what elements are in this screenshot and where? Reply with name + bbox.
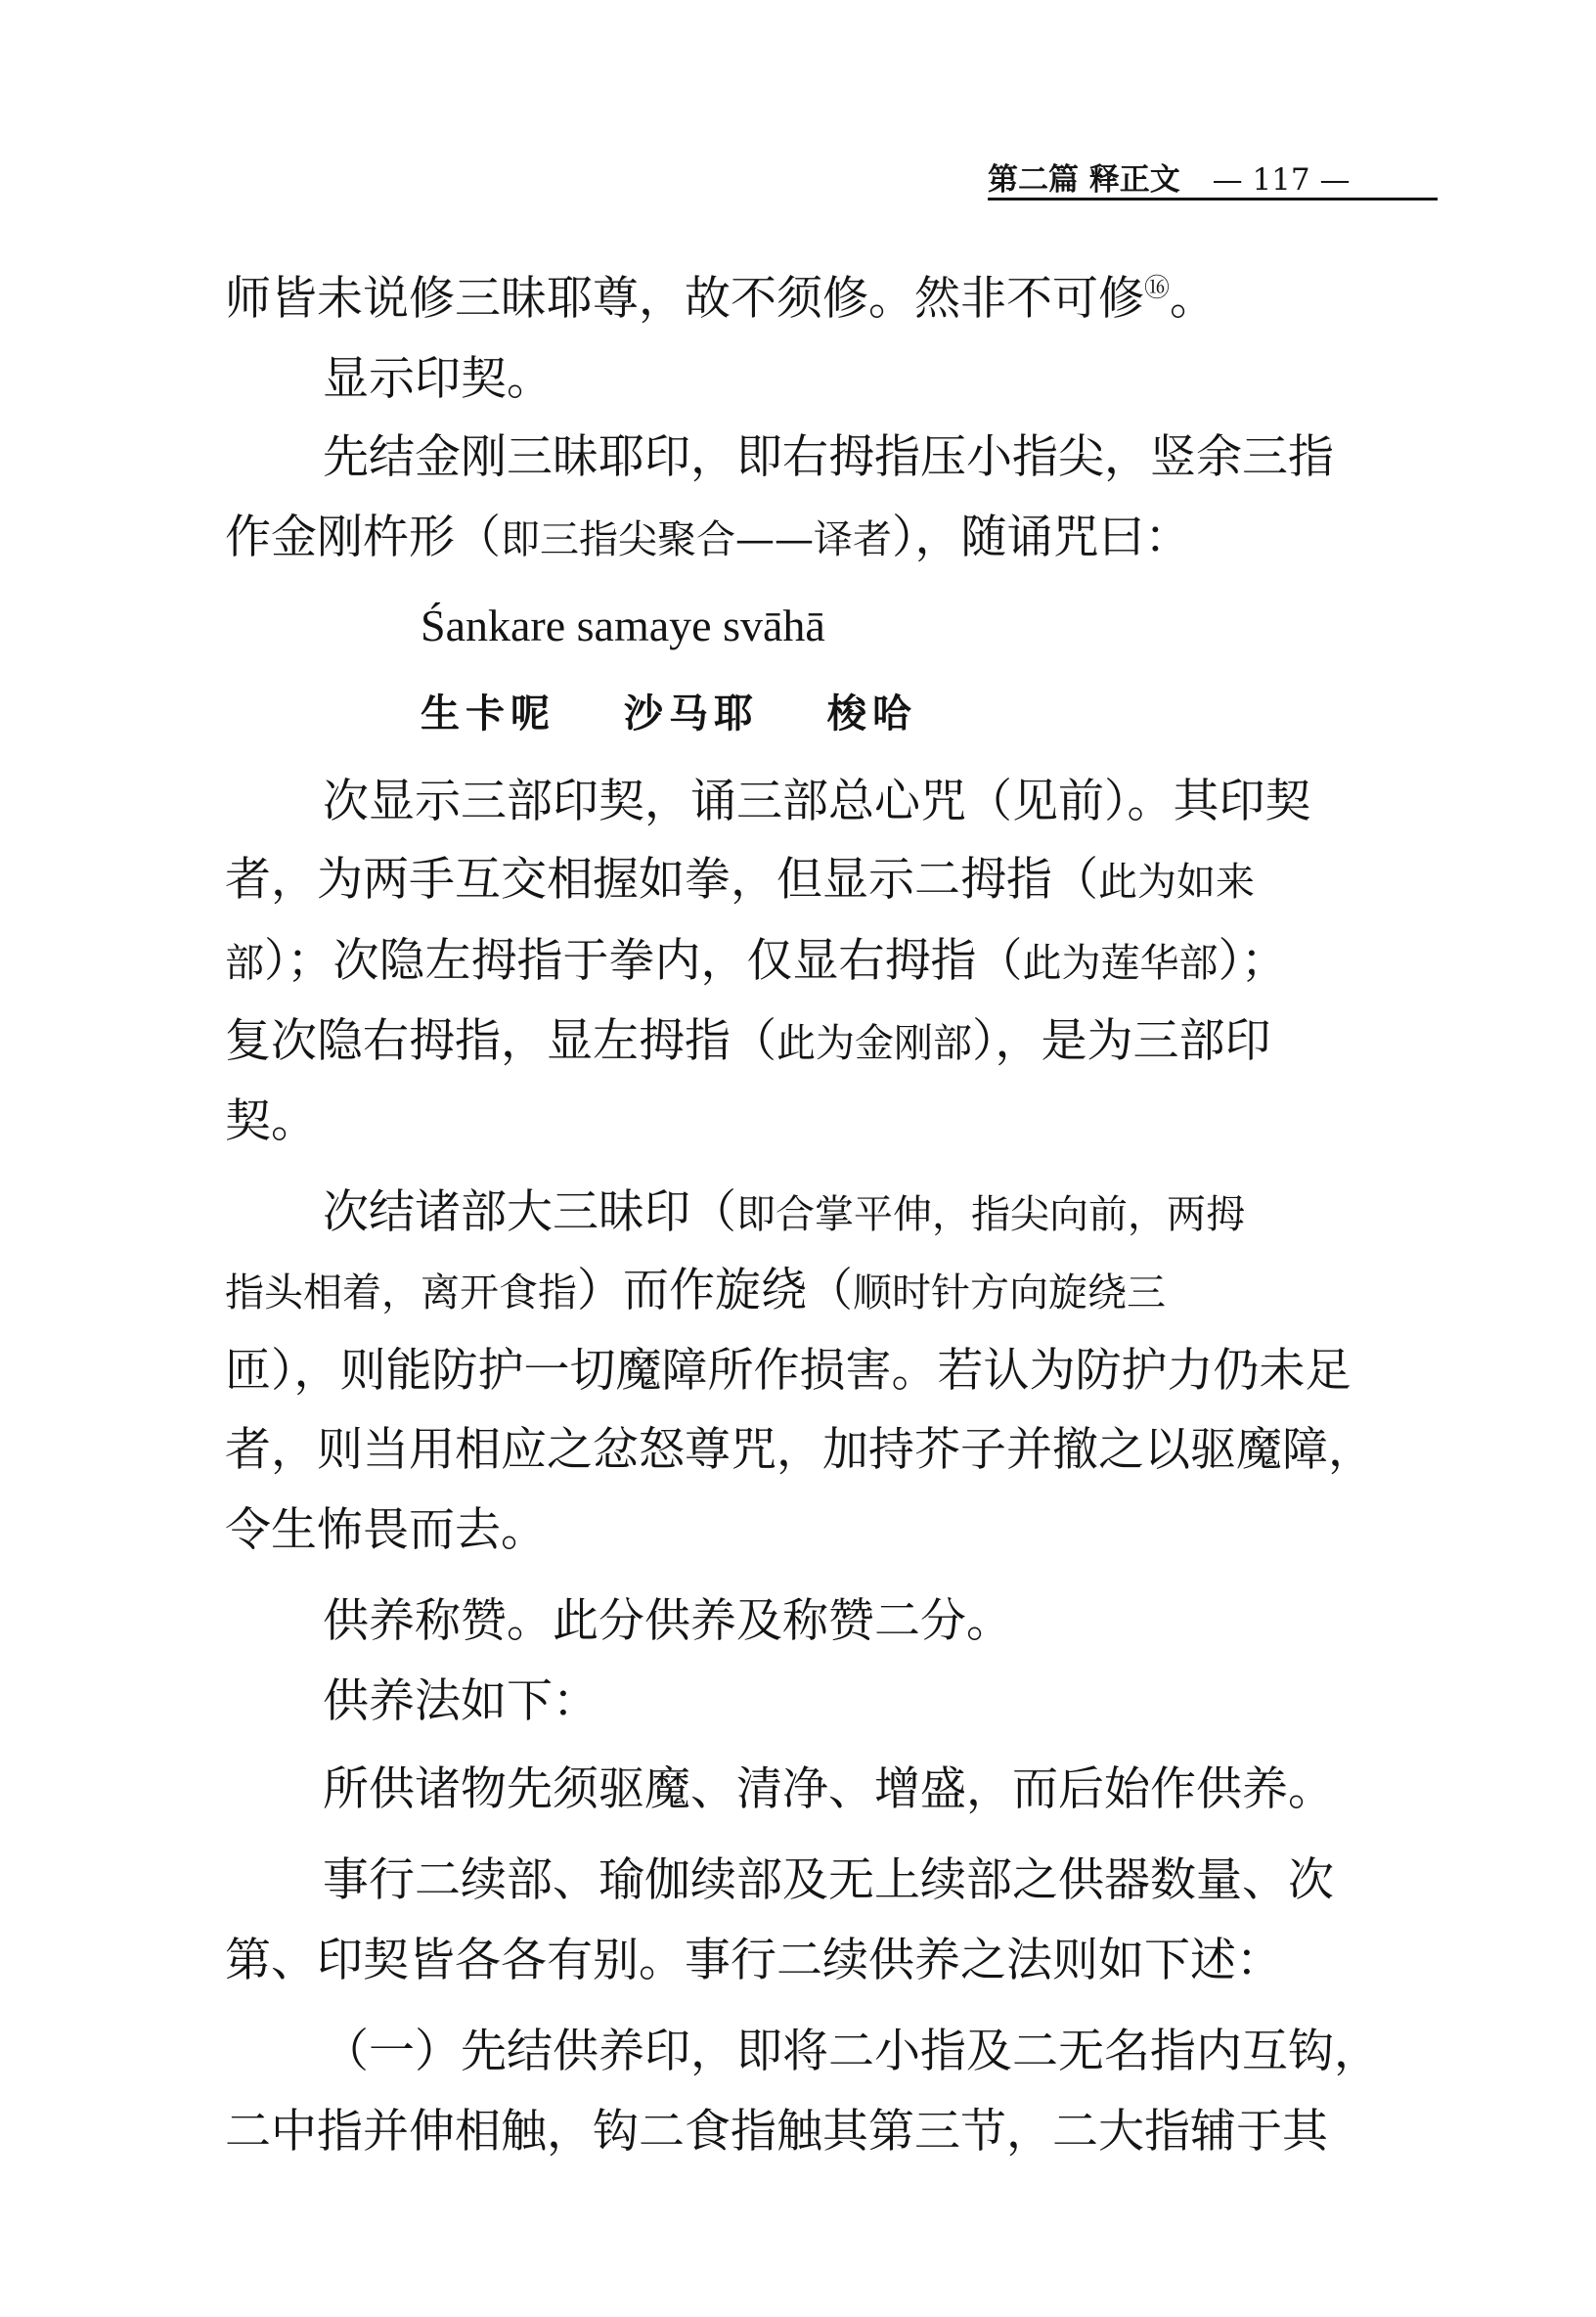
text-segment: ），是为三部印 [972,1014,1271,1068]
text-segment: 事行二续部、瑜伽续部及无上续部之供器数量、次 [323,1853,1334,1907]
page-number: — 117 — [1212,162,1351,198]
text-line [225,1932,1438,1990]
text-segment: 第、印契皆各各有别。事行二续供养之法则如下述： [225,1934,1282,1987]
text-segment: 次显示三部印契，诵三部总心咒（见前）。其印契 [323,775,1311,828]
header-rule [988,198,1438,201]
text-segment: 者，则当用相应之忿怒尊咒，加持芥子并撤之以驱魔障， [225,1423,1374,1477]
text-line [225,1501,1438,1560]
text-segment: 师皆未说修三昧耶尊，故不须修。然非不可修 [225,272,1144,326]
text-line [323,2023,1438,2081]
text-segment: ）而作旋绕（ [577,1264,853,1317]
text-segment: ），则能防护一切魔障所作损害。若认为防护力仍未足 [271,1344,1352,1398]
note-segment: 此为金刚部 [776,1021,972,1066]
text-segment: ），随诵咒曰： [892,511,1191,564]
text-line [323,1183,1438,1244]
mantra-word: 沙马耶 [624,691,759,736]
text-line [225,1262,1438,1322]
text-segment: ）；次隐左拇指于拳内，仅显右拇指（ [264,934,1023,988]
text-line [323,773,1438,831]
text-line [225,1012,1438,1073]
mantra-transliteration: Śankare samaye svāhā [421,601,825,650]
text-segment: 先结金刚三昧耶印，即右拇指压小指尖，竖余三指 [323,430,1334,484]
mantra-word: 生卡呢 [421,691,555,736]
text-line [323,350,1438,409]
footnote-ref: ⑯ [1144,274,1171,303]
text-line [323,428,1438,487]
text-segment: 复次隐右拇指，显左拇指（ [225,1014,776,1068]
text-segment: 匝 [225,1344,271,1398]
text-segment: ）； [1218,934,1287,988]
text-segment: 次结诸部大三昧印（ [323,1185,736,1239]
text-line [225,1092,1438,1151]
text-segment: 供养称赞。此分供养及称赞二分。 [323,1594,1012,1648]
note-segment: 顺时针方向旋绕三 [853,1270,1166,1315]
translator-note: 即三指尖聚合——译者 [501,517,892,562]
text-line [225,1342,1438,1401]
mantra-word: 梭哈 [827,691,917,736]
header-section-title: 第二篇 释正文 [988,162,1180,198]
text-line [323,1851,1438,1910]
text-line [323,1592,1438,1651]
running-header [988,155,1438,198]
text-segment: 者，为两手互交相握如拳，但显示二拇指（ [225,853,1098,907]
text-segment: 令生怖畏而去。 [225,1503,547,1557]
text-line [225,2103,1438,2161]
text-segment: 所供诸物先须驱魔、清净、增盛，而后始作供养。 [323,1762,1334,1816]
text-line [225,1421,1438,1480]
note-segment: 指头相着，离开食指 [225,1270,577,1315]
text-line [323,1760,1438,1819]
note-segment: 部 [225,941,264,986]
text-segment: 契。 [225,1094,317,1148]
mantra-chinese [421,685,1203,743]
text-segment: （一）先结供养印，即将二小指及二无名指内互钩， [323,2025,1380,2078]
text-segment: 二中指并伸相触，钩二食指触其第三节，二大指辅于其 [225,2105,1328,2159]
text-segment: 。 [1170,272,1217,326]
note-segment: 即合掌平伸，指尖向前，两拇 [736,1192,1245,1237]
text-line [225,259,1438,329]
note-segment: 此为莲华部 [1022,941,1219,986]
text-line [225,851,1438,912]
text-segment: 供养法如下： [323,1674,598,1728]
note-segment: 此为如来 [1098,860,1255,905]
text-line [323,1672,1438,1731]
text-segment: 显示印契。 [323,352,553,406]
text-segment: 作金刚杵形（ [225,511,501,564]
text-line [225,509,1438,569]
text-line [225,932,1438,993]
